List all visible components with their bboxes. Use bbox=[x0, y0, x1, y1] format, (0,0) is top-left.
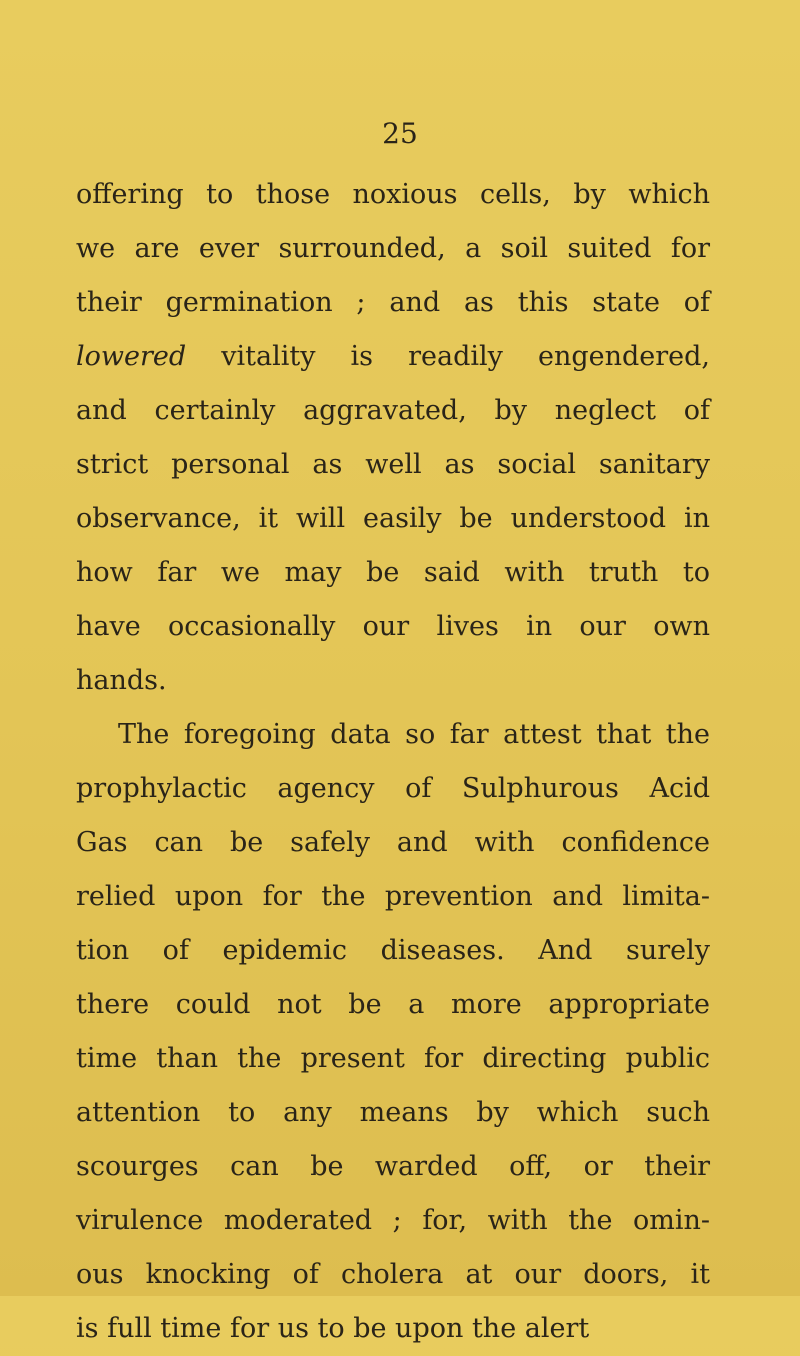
page-number: 25 bbox=[382, 117, 418, 150]
text-line: Gas can be safely and with confidence bbox=[76, 827, 710, 858]
text-line: virulence moderated ; for, with the omin- bbox=[76, 1205, 710, 1236]
paragraph-start-line: The foregoing data so far attest that the bbox=[118, 719, 710, 750]
text-line: how far we may be said with truth to bbox=[76, 557, 710, 588]
text-line: relied upon for the prevention and limita- bbox=[76, 881, 710, 912]
text-fragment: vitality is readily engendered, bbox=[186, 341, 710, 372]
text-line: there could not be a more appropriate bbox=[76, 989, 710, 1020]
text-line: tion of epidemic diseases. And surely bbox=[76, 935, 710, 966]
text-line: and certainly aggravated, by neglect of bbox=[76, 395, 710, 426]
text-line: strict personal as well as social sanitary bbox=[76, 449, 710, 480]
body-text bbox=[76, 168, 710, 1356]
text-line: have occasionally our lives in our own bbox=[76, 611, 710, 642]
text-line: observance, it will easily be understood in bbox=[76, 503, 710, 534]
text-line bbox=[76, 330, 710, 384]
italic-word: lowered bbox=[76, 341, 187, 372]
text-line: scourges can be warded off, or their bbox=[76, 1151, 710, 1182]
text-line: prophylactic agency of Sulphurous Acid bbox=[76, 773, 710, 804]
text-line: we are ever surrounded, a soil suited for bbox=[76, 233, 710, 264]
text-line: is full time for us to be upon the alert bbox=[76, 1313, 590, 1344]
text-line: attention to any means by which such bbox=[76, 1097, 710, 1128]
text-line: time than the present for directing public bbox=[76, 1043, 710, 1074]
text-line: their germination ; and as this state of bbox=[76, 287, 710, 318]
text-line: ous knocking of cholera at our doors, it bbox=[76, 1259, 710, 1290]
paragraph-end-line: hands. bbox=[76, 665, 167, 696]
text-line: offering to those noxious cells, by which bbox=[76, 179, 710, 210]
